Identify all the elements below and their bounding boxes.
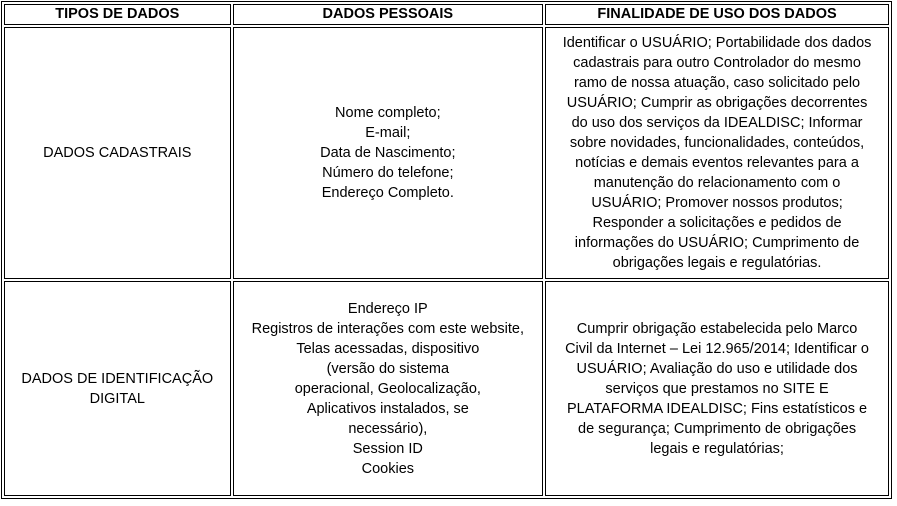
- dados-line: Endereço IP: [347, 300, 428, 317]
- dados-line: Nome completo;: [335, 105, 441, 121]
- finalidade-line: manutenção do relacionamento com o: [593, 175, 841, 191]
- finalidade-line: ramo de nossa atuação, caso solicitado pelo: [573, 75, 861, 91]
- finalidade-line: notícias e demais eventos relevantes para a: [575, 155, 859, 171]
- finalidade-line: PLATAFORMA IDEALDISC; Fins estatísticos e: [567, 400, 868, 417]
- tipo-line: DADOS DE IDENTIFICAÇÃO: [21, 370, 214, 387]
- dados-line: operacional, Geolocalização,: [294, 380, 481, 397]
- finalidade-line: de segurança; Cumprimento de obrigações: [578, 420, 857, 437]
- dados-line: Número do telefone;: [322, 165, 454, 181]
- finalidade-line: USUÁRIO; Cumprir as obrigações decorrentes: [566, 95, 868, 111]
- finalidade-line: USUÁRIO; Avaliação do uso e utilidade dos: [576, 360, 858, 377]
- dados-line: E-mail;: [365, 125, 411, 141]
- finalidade-line: legais e regulatórias;: [650, 440, 784, 457]
- finalidade-cell: [545, 27, 889, 279]
- finalidade-line: Civil da Internet – Lei 12.965/2014; Identificar o: [565, 340, 869, 357]
- tipo-cell: [4, 281, 231, 496]
- finalidade-line: sobre novidades, funcionalidades, conteúdos,: [569, 135, 865, 151]
- header-finalidade: FINALIDADE DE USO DOS DADOS: [545, 4, 889, 25]
- finalidade-line: Identificar o USUÁRIO; Portabilidade dos dados: [562, 35, 872, 51]
- dados-cell: [233, 281, 544, 496]
- data-usage-table: [1, 1, 892, 499]
- finalidade-line: cadastrais para outro Controlador do mesmo: [573, 55, 861, 71]
- dados-line: Endereço Completo.: [321, 185, 454, 201]
- dados-cell: [233, 27, 544, 279]
- table-row: [4, 27, 889, 279]
- finalidade-line: USUÁRIO; Promover nossos produtos;: [591, 195, 843, 211]
- dados-line: Cookies: [361, 460, 415, 477]
- finalidade-line: informações do USUÁRIO; Cumprimento de: [574, 235, 860, 251]
- finalidade-line: obrigações legais e regulatórias.: [612, 255, 822, 271]
- finalidade-line: serviços que prestamos no SITE E: [605, 380, 829, 397]
- finalidade-cell: [545, 281, 889, 496]
- header-dados: DADOS PESSOAIS: [233, 4, 544, 25]
- dados-line: necessário),: [348, 420, 428, 437]
- dados-line: Data de Nascimento;: [320, 145, 456, 161]
- dados-line: (versão do sistema: [326, 360, 450, 377]
- dados-line: Session ID: [352, 440, 423, 457]
- tipo-cell: DADOS CADASTRAIS: [4, 27, 231, 279]
- dados-line: Telas acessadas, dispositivo: [296, 340, 480, 357]
- dados-line: Registros de interações com este website,: [251, 320, 525, 337]
- dados-line: Aplicativos instalados, se: [306, 400, 469, 417]
- tipo-line: DIGITAL: [89, 390, 145, 407]
- table-row: [4, 281, 889, 496]
- finalidade-line: do uso dos serviços da IDEALDISC; Informar: [571, 115, 863, 131]
- header-tipos: TIPOS DE DADOS: [4, 4, 231, 25]
- finalidade-line: Cumprir obrigação estabelecida pelo Marco: [576, 320, 858, 337]
- finalidade-line: Responder a solicitações e pedidos de: [592, 215, 842, 231]
- header-row: [4, 4, 889, 25]
